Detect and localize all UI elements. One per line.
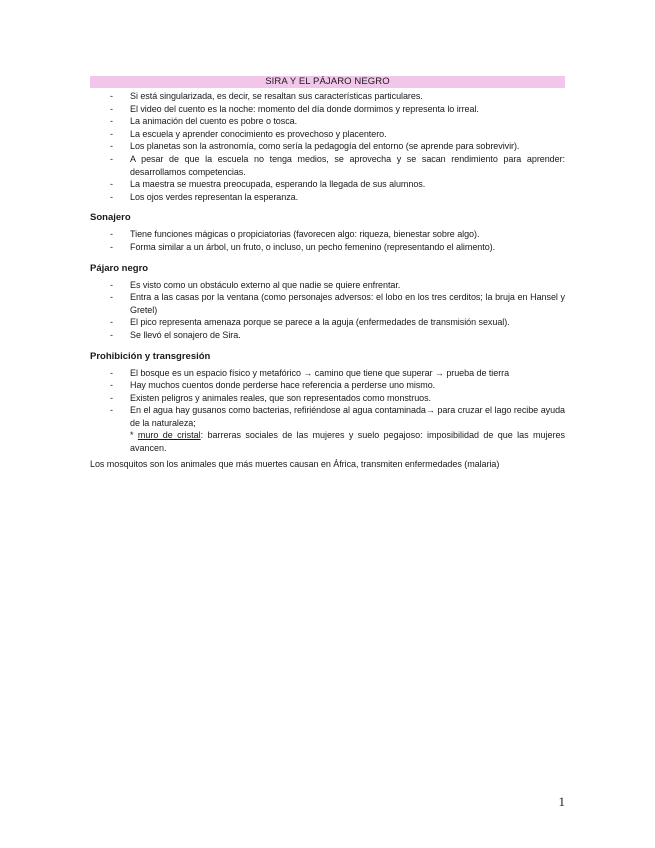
bullet-dash: - bbox=[110, 367, 113, 378]
bullet-dash: - bbox=[110, 191, 113, 202]
list-item bbox=[90, 228, 565, 241]
glass-wall-note bbox=[90, 429, 565, 454]
note-term: muro de cristal bbox=[137, 430, 201, 441]
section-heading-sonajero: Sonajero bbox=[90, 212, 131, 224]
pajaro-negro-list bbox=[90, 279, 565, 342]
list-item bbox=[90, 316, 565, 329]
bullet-dash: - bbox=[110, 229, 113, 240]
bullet-dash: - bbox=[110, 116, 113, 127]
list-item-text: Es visto como un obstáculo externo al que nadie se quiere enfrentar. bbox=[130, 279, 401, 290]
section-heading-prohibicion: Prohibición y transgresión bbox=[90, 350, 211, 362]
bullet-dash: - bbox=[110, 329, 113, 340]
bullet-dash: - bbox=[110, 292, 113, 303]
bullet-dash: - bbox=[110, 392, 113, 403]
note-prefix: * bbox=[130, 430, 138, 441]
list-item-text: Si está singularizada, es decir, se resaltan sus características particulares. bbox=[130, 91, 423, 101]
list-item bbox=[90, 379, 565, 392]
bullet-dash: - bbox=[110, 141, 113, 152]
list-item bbox=[90, 140, 565, 153]
bullet-dash: - bbox=[110, 128, 113, 139]
list-item-text: Tiene funciones mágicas o propiciatorias (favorecen algo: riqueza, bienestar sobre algo). bbox=[130, 229, 480, 240]
bullet-dash: - bbox=[110, 279, 113, 290]
list-item-text: Existen peligros y animales reales, que son representados como monstruos. bbox=[130, 392, 432, 403]
bullet-dash: - bbox=[110, 103, 113, 114]
list-item bbox=[90, 279, 565, 292]
list-item bbox=[90, 329, 565, 342]
note-text: : barreras sociales de las mujeres y suelo pegajoso: imposibilidad de que las mujeres avancen. bbox=[130, 430, 565, 454]
list-item bbox=[90, 115, 565, 128]
list-item-text: La escuela y aprender conocimiento es provechoso y placentero. bbox=[130, 128, 387, 139]
list-item bbox=[90, 291, 565, 316]
section-heading-pajaro-negro: Pájaro negro bbox=[90, 262, 149, 274]
list-item bbox=[90, 178, 565, 191]
prohibicion-list bbox=[90, 367, 565, 430]
bullet-dash: - bbox=[110, 317, 113, 328]
list-item-text: Hay muchos cuentos donde perderse hace referencia a perderse uno mismo. bbox=[130, 380, 436, 391]
page-number: 1 bbox=[558, 794, 565, 809]
list-item bbox=[90, 392, 565, 405]
list-item-text: En el agua hay gusanos como bacterias, refiriéndose al agua contaminada→ para cruzar el lago recibe ayuda de la naturaleza; bbox=[130, 405, 565, 428]
list-item bbox=[90, 90, 565, 103]
list-item-text: Los ojos verdes representan la esperanza. bbox=[130, 191, 299, 202]
list-item-text: El pico representa amenaza porque se parece a la aguja (enfermedades de transmisión sexual). bbox=[130, 317, 510, 328]
list-item-text: Entra a las casas por la ventana (como personajes adversos: el lobo en los tres cerditos; la bruja en Hansel y Gretel) bbox=[130, 292, 565, 315]
bullet-dash: - bbox=[110, 405, 113, 416]
list-item-text: La maestra se muestra preocupada, esperando la llegada de sus alumnos. bbox=[130, 179, 426, 190]
bullet-dash: - bbox=[110, 91, 113, 101]
list-item bbox=[90, 404, 565, 429]
bullet-dash: - bbox=[110, 153, 113, 164]
list-item bbox=[90, 241, 565, 254]
list-item-text: Forma similar a un árbol, un fruto, o incluso, un pecho femenino (representando el alimento). bbox=[130, 241, 496, 252]
closing-paragraph: Los mosquitos son los animales que más muertes causan en África, transmiten enfermedades (malaria) bbox=[90, 458, 500, 469]
list-item bbox=[90, 153, 565, 178]
intro-list bbox=[90, 90, 565, 203]
list-item bbox=[90, 191, 565, 204]
list-item-text: Los planetas son la astronomía, como sería la pedagogía del entorno (se aprende para sobrevivir). bbox=[130, 141, 520, 152]
bullet-dash: - bbox=[110, 241, 113, 252]
list-item-text: El bosque es un espacio físico y metafórico → camino que tiene que superar → prueba de tierra bbox=[130, 367, 510, 378]
bullet-dash: - bbox=[110, 380, 113, 391]
bullet-dash: - bbox=[110, 179, 113, 190]
list-item bbox=[90, 367, 565, 380]
list-item-text: A pesar de que la escuela no tenga medios, se aprovecha y se sacan rendimiento para aprender: desarrollamos competencias. bbox=[130, 153, 565, 177]
sonajero-list bbox=[90, 228, 565, 253]
list-item bbox=[90, 103, 565, 116]
list-item-text: La animación del cuento es pobre o tosca. bbox=[130, 116, 298, 127]
document-page bbox=[90, 76, 565, 470]
list-item-text: El video del cuento es la noche: momento del día donde dormimos y representa lo irreal. bbox=[130, 103, 479, 114]
list-item-text: Se llevó el sonajero de Sira. bbox=[130, 329, 241, 340]
list-item bbox=[90, 128, 565, 141]
document-title: SIRA Y EL PÁJARO NEGRO bbox=[90, 76, 565, 88]
